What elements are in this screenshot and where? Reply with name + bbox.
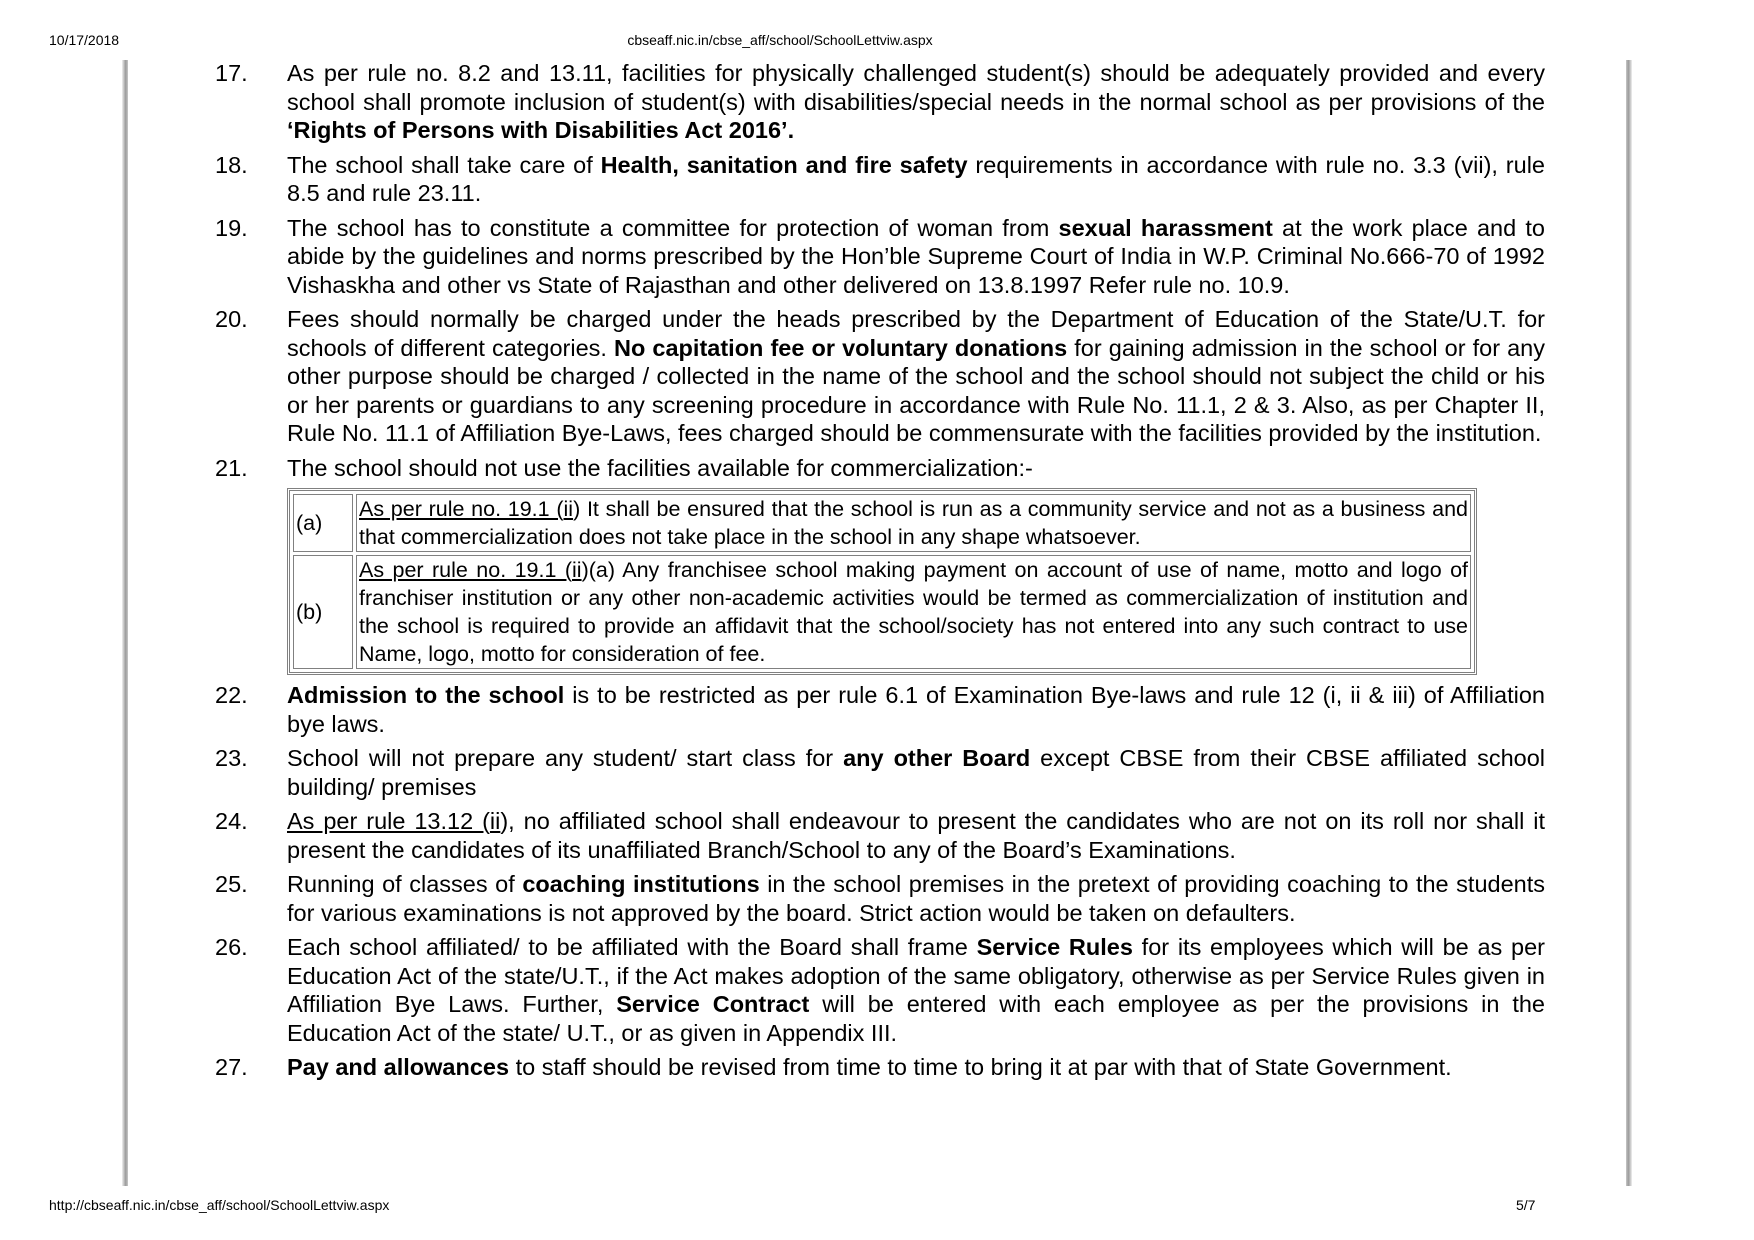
item-text <box>287 59 1545 145</box>
bold-text: Health, sanitation and fire safety <box>600 151 968 178</box>
item-number: 21. <box>215 454 248 481</box>
item-number: 23. <box>215 745 248 771</box>
text-run: at the work place and to abide by the guidelines and norms prescribed by the Hon’ble Supreme Court of India in W.P. Criminal No.666-70 of 1992 Vishaskha and other vs State of Rajasthan and other delivered on 13.8.1997 Refer rule no. 10.9. <box>287 214 1546 298</box>
item-number: 25. <box>215 871 248 897</box>
text-run: As per rule no. 8.2 and 13.11, facilities for physically challenged student(s) should be adequately provided and every school shall promote inclusion of student(s) with disabilities/special needs in the normal school as per provisions of the <box>287 60 1545 115</box>
list-item <box>215 214 1545 300</box>
list-item <box>215 681 1545 738</box>
text-run: Each school affiliated/ to be affiliated with the Board shall frame <box>287 934 977 960</box>
page-shadow-left <box>122 60 128 1186</box>
item-text <box>287 214 1545 300</box>
item-text <box>287 1053 1545 1082</box>
text-run: Running of classes of <box>287 871 523 897</box>
text-run: The school has to constitute a committee for protection of woman from <box>287 214 1059 241</box>
print-date: 10/17/2018 <box>49 32 120 48</box>
text-run: )(a) Any franchisee school making payment on account of use of name, motto and logo of franchiser institution or any other non-academic activities would be termed as commercialization of institution and the school is required to provide an affidavit that the school/society has not entered into any such contract to use Name, logo, motto for consideration of fee. <box>359 558 1469 666</box>
text-run: for gaining admission in the school or for any other purpose should be charged / collected in the name of the school and the school should not subject the child or his or her parents or guardians to any screening procedure in accordance with Rule No. 11.1, 2 & 3. Also, as per Chapter II, Rule No. 11.1 of Affiliation Bye-Laws, fees charged should be commensurate with the facilities provided by the institution. <box>287 334 1545 446</box>
page-shadow-right <box>1626 60 1632 1186</box>
underlined-text: ii <box>572 558 582 582</box>
item-text <box>287 744 1545 801</box>
item-number: 24. <box>215 808 248 834</box>
list-item <box>215 744 1545 801</box>
item-text <box>287 454 1545 483</box>
bold-text: Service Rules <box>976 934 1133 960</box>
item-number: 27. <box>215 1054 248 1080</box>
underlined-text: As per rule 13.12 ( <box>287 808 490 834</box>
item-number: 19. <box>215 214 248 241</box>
bold-text: No capitation fee or voluntary donations <box>614 334 1068 361</box>
sub-clause-label: (b) <box>293 555 353 669</box>
item-text <box>287 681 1545 738</box>
text-run: The school should not use the facilities available for commercialization:- <box>287 454 1033 481</box>
bold-text: Pay and allowances <box>287 1054 510 1080</box>
bold-text: sexual harassment <box>1058 214 1273 241</box>
page-number: 5/7 <box>1516 1197 1536 1213</box>
text-run: ) <box>573 497 581 521</box>
item-number: 20. <box>215 306 248 332</box>
list-item <box>215 151 1545 208</box>
page-url-footer: http://cbseaff.nic.in/cbse_aff/school/SchoolLettviw.aspx <box>49 1197 390 1213</box>
underlined-text: ii <box>489 808 501 834</box>
bold-text: any other Board <box>843 745 1031 771</box>
list-item <box>215 454 1545 483</box>
text-run: is to be restricted as per rule 6.1 of Examination Bye-laws and rule 12 (i, ii & iii) of Affiliation bye laws. <box>287 682 1545 737</box>
bold-text: coaching institutions <box>522 871 760 897</box>
list-item <box>215 1053 1545 1082</box>
table-row <box>293 494 1471 552</box>
text-run: ), no affiliated school shall endeavour to present the candidates who are not on its roll nor shall it present the candidates of its unaffiliated Branch/School to any of the Board’s Examinations. <box>287 808 1545 863</box>
text-run: It shall be ensured that the school is run as a community service and not as a business and that commercialization does not take place in the school in any shape whatsoever. <box>359 497 1468 549</box>
page-url-header: cbseaff.nic.in/cbse_aff/school/SchoolLettviw.aspx <box>627 32 933 48</box>
text-run: to staff should be revised from time to time to bring it at par with that of State Government. <box>509 1054 1452 1080</box>
underlined-text: As per rule no. 19.1 ( <box>359 558 573 582</box>
item-number: 18. <box>215 151 248 178</box>
list-item <box>215 870 1545 927</box>
underlined-text: ii <box>563 497 574 521</box>
underlined-text: As per rule no. 19.1 ( <box>359 497 564 521</box>
bold-text: Service Contract <box>616 991 810 1017</box>
text-run: except CBSE from their CBSE affiliated school building/ premises <box>287 745 1545 800</box>
item-text <box>287 305 1545 448</box>
item-number: 17. <box>215 60 248 86</box>
sub-clause-text <box>356 494 1471 552</box>
item-text <box>287 870 1545 927</box>
item-text <box>287 151 1545 208</box>
table-row <box>293 555 1471 669</box>
text-run: in the school premises in the pretext of providing coaching to the students for various examinations is not approved by the board. Strict action would be taken on defaulters. <box>287 871 1545 926</box>
bold-text: Admission to the school <box>287 682 565 708</box>
text-run: requirements in accordance with rule no. 3.3 (vii), rule 8.5 and rule 23.11. <box>287 151 1545 206</box>
item-text <box>287 933 1545 1047</box>
sub-clause-text <box>356 555 1471 669</box>
bold-text: ‘Rights of Persons with Disabilities Act 2016’. <box>287 117 795 143</box>
document-body <box>215 59 1545 1088</box>
item-text <box>287 807 1545 864</box>
list-item <box>215 933 1545 1047</box>
text-run: will be entered with each employee as per the provisions in the Education Act of the state/ U.T., or as given in Appendix III. <box>287 991 1545 1046</box>
item-number: 22. <box>215 682 248 708</box>
text-run: School will not prepare any student/ start class for <box>287 745 844 771</box>
text-run: Fees should normally be charged under the heads prescribed by the Department of Education of the State/U.T. for schools of different categories. <box>287 306 1545 361</box>
list-item <box>215 807 1545 864</box>
sub-clause-table <box>287 488 1477 675</box>
text-run: The school shall take care of <box>287 151 601 178</box>
sub-clause-label: (a) <box>293 494 353 552</box>
text-run: for its employees which will be as per Education Act of the state/U.T., if the Act makes adoption of the same obligatory, otherwise as per Service Rules given in Affiliation Bye Laws. Further, <box>287 934 1545 1017</box>
list-item <box>215 59 1545 145</box>
item-number: 26. <box>215 934 248 960</box>
list-item <box>215 305 1545 448</box>
